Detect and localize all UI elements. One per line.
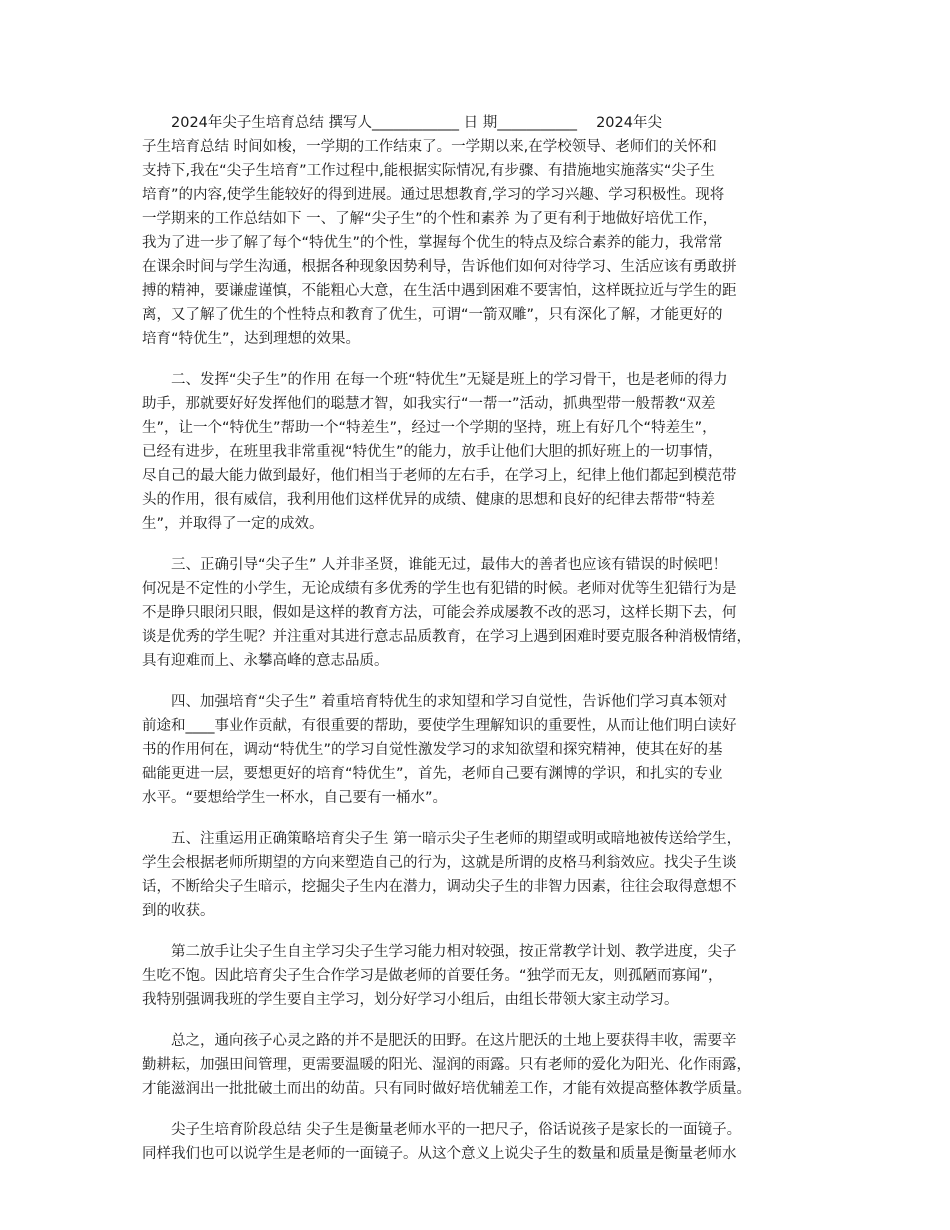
text-line: 同样我们也可以说学生是老师的一面镜子。从这个意义上说尖子生的数量和质量是衡量老师水 bbox=[142, 1146, 737, 1162]
text-line: 书的作用何在，调动“特优生”的学习自觉性激发学习的求知欲望和探究精神，使其在好的基 bbox=[142, 742, 723, 758]
text-line: 我特别强调我班的学生要自主学习，划分好学习小组后，由组长带领大家主动学习。 bbox=[142, 992, 679, 1008]
text-line: 生吃不饱。因此培育尖子生合作学习是做老师的首要任务。“独学而无友，则孤陋而寡闻”， bbox=[142, 968, 723, 984]
text-line: 三、正确引导“尖子生” 人并非圣贤，谁能无过，最伟大的善者也应该有错误的时候吧！ bbox=[142, 557, 728, 573]
text-line: 学生会根据老师所期望的方向来塑造自己的行为，这就是所谓的皮格马利翁效应。找尖子生谈 bbox=[142, 855, 737, 871]
text-line: 头的作用，很有威信，我利用他们这样优异的成绩、健康的思想和良好的纪律去帮带“特差 bbox=[142, 492, 716, 508]
paragraph bbox=[142, 690, 814, 810]
text-line: 何况是不定性的小学生，无论成绩有多优秀的学生也有犯错的时候。老师对优等生犯错行为是 bbox=[142, 581, 737, 597]
text-line: 水平。“要想给学生一杯水，自己要有一桶水”。 bbox=[142, 790, 448, 806]
text-line: 二、发挥“尖子生”的作用 在每一个班“特优生”无疑是班上的学习骨干，也是老师的得力 bbox=[142, 372, 728, 388]
text-line: 搏的精神，要谦虚谨慎，不能粗心大意，在生活中遇到困难不要害怕，这样既拉近与学生的距 bbox=[142, 283, 737, 299]
text-line: 助手，那就要好好发挥他们的聪慧才智，如我实行“一帮一”活动，抓典型带一般帮教“双差 bbox=[142, 396, 716, 412]
paragraph bbox=[142, 1029, 814, 1101]
text-line: 谈是优秀的学生呢？并注重对其进行意志品质教育，在学习上遇到困难时要克服各种消极情绪， bbox=[142, 629, 751, 645]
text-line: 具有迎难而上、永攀高峰的意志品质。 bbox=[142, 653, 389, 669]
paragraph bbox=[142, 1118, 814, 1166]
text-line: 已经有进步，在班里我非常重视“特优生”的能力，放手让他们大胆的抓好班上的一切事情， bbox=[142, 444, 723, 460]
text-line: 我为了进一步了解了每个“特优生”的个性，掌握每个优生的特点及综合素养的能力，我常常 bbox=[142, 235, 723, 251]
paragraph bbox=[142, 553, 814, 673]
text-line: 总之，通向孩子心灵之路的并不是肥沃的田野。在这片肥沃的土地上要获得丰收，需要辛 bbox=[142, 1033, 737, 1049]
text-line: 四、加强培育“尖子生” 着重培育特优生的求知望和学习自觉性，告诉他们学习真本领对 bbox=[142, 694, 728, 710]
text-line: 到的收获。 bbox=[142, 903, 215, 919]
text-line: 话，不断给尖子生暗示，挖掘尖子生内在潜力，调动尖子生的非智力因素，往往会取得意想不 bbox=[142, 879, 737, 895]
text-line: 五、注重运用正确策略培育尖子生 第一暗示尖子生老师的期望或明或暗地被传送给学生， bbox=[142, 831, 742, 847]
text-line: 尖子生培育阶段总结 尖子生是衡量老师水平的一把尺子，俗话说孩子是家长的一面镜子。 bbox=[142, 1122, 742, 1138]
text-line: 培育“特优生”，达到理想的效果。 bbox=[142, 331, 361, 347]
text-line: 础能更进一层，要想更好的培育“特优生”，首先，老师自己要有渊博的学识，和扎实的专业 bbox=[142, 766, 723, 782]
text-line: 第二放手让尖子生自主学习尖子生学习能力相对较强，按正常教学计划、教学进度，尖子 bbox=[142, 944, 737, 960]
paragraph bbox=[142, 940, 814, 1012]
text-line: 在课余时间与学生沟通，根据各种现象因势利导，告诉他们如何对待学习、生活应该有勇敢拼 bbox=[142, 259, 737, 275]
text-line: 勤耕耘，加强田间管理，更需要温暖的阳光、湿润的雨露。只有老师的爱化为阳光、化作雨露， bbox=[142, 1057, 751, 1073]
text-line: 尽自己的最大能力做到最好，他们相当于老师的左右手，在学习上，纪律上他们都起到模范带 bbox=[142, 468, 737, 484]
paragraph bbox=[142, 368, 814, 536]
text-line: 子生培育总结 时间如梭，一学期的工作结束了。一学期以来,在学校领导、老师们的关怀和 bbox=[142, 139, 717, 155]
paragraph bbox=[142, 111, 814, 351]
document-body bbox=[142, 111, 814, 1166]
text-line: 一学期来的工作总结如下 一、了解“尖子生”的个性和素养 为了更有利于地做好培优工作， bbox=[142, 211, 718, 227]
text-line: 生”，让一个“特优生”帮助一个“特差生”，经过一个学期的坚持，班上有好几个“特差生”， bbox=[142, 420, 717, 436]
text-line: 培育”的内容,使学生能较好的得到进展。通过思想教育,学习的学习兴趣、学习积极性。现将 bbox=[142, 187, 725, 203]
text-line: 2024年尖子生培育总结 撰写人____________ 日 期___________ 2024年尖 bbox=[142, 115, 662, 131]
paragraph bbox=[142, 827, 814, 923]
text-line: 离，又了解了优生的个性特点和教育了优生，可谓“一箭双雕”，只有深化了解，才能更好的 bbox=[142, 307, 723, 323]
text-line: 前途和____事业作贡献，有很重要的帮助，要使学生理解知识的重要性，从而让他们明白读好 bbox=[142, 718, 737, 734]
text-line: 支持下,我在“尖子生培育”工作过程中,能根据实际情况,有步骤、有措施地实施落实“尖子生 bbox=[142, 163, 715, 179]
text-line: 才能滋润出一批批破土而出的幼苗。只有同时做好培优辅差工作，才能有效提高整体教学质量。 bbox=[142, 1081, 751, 1097]
text-line: 生”，并取得了一定的成效。 bbox=[142, 516, 324, 532]
text-line: 不是睁只眼闭只眼，假如是这样的教育方法，可能会养成屡教不改的恶习，这样长期下去，何 bbox=[142, 605, 737, 621]
